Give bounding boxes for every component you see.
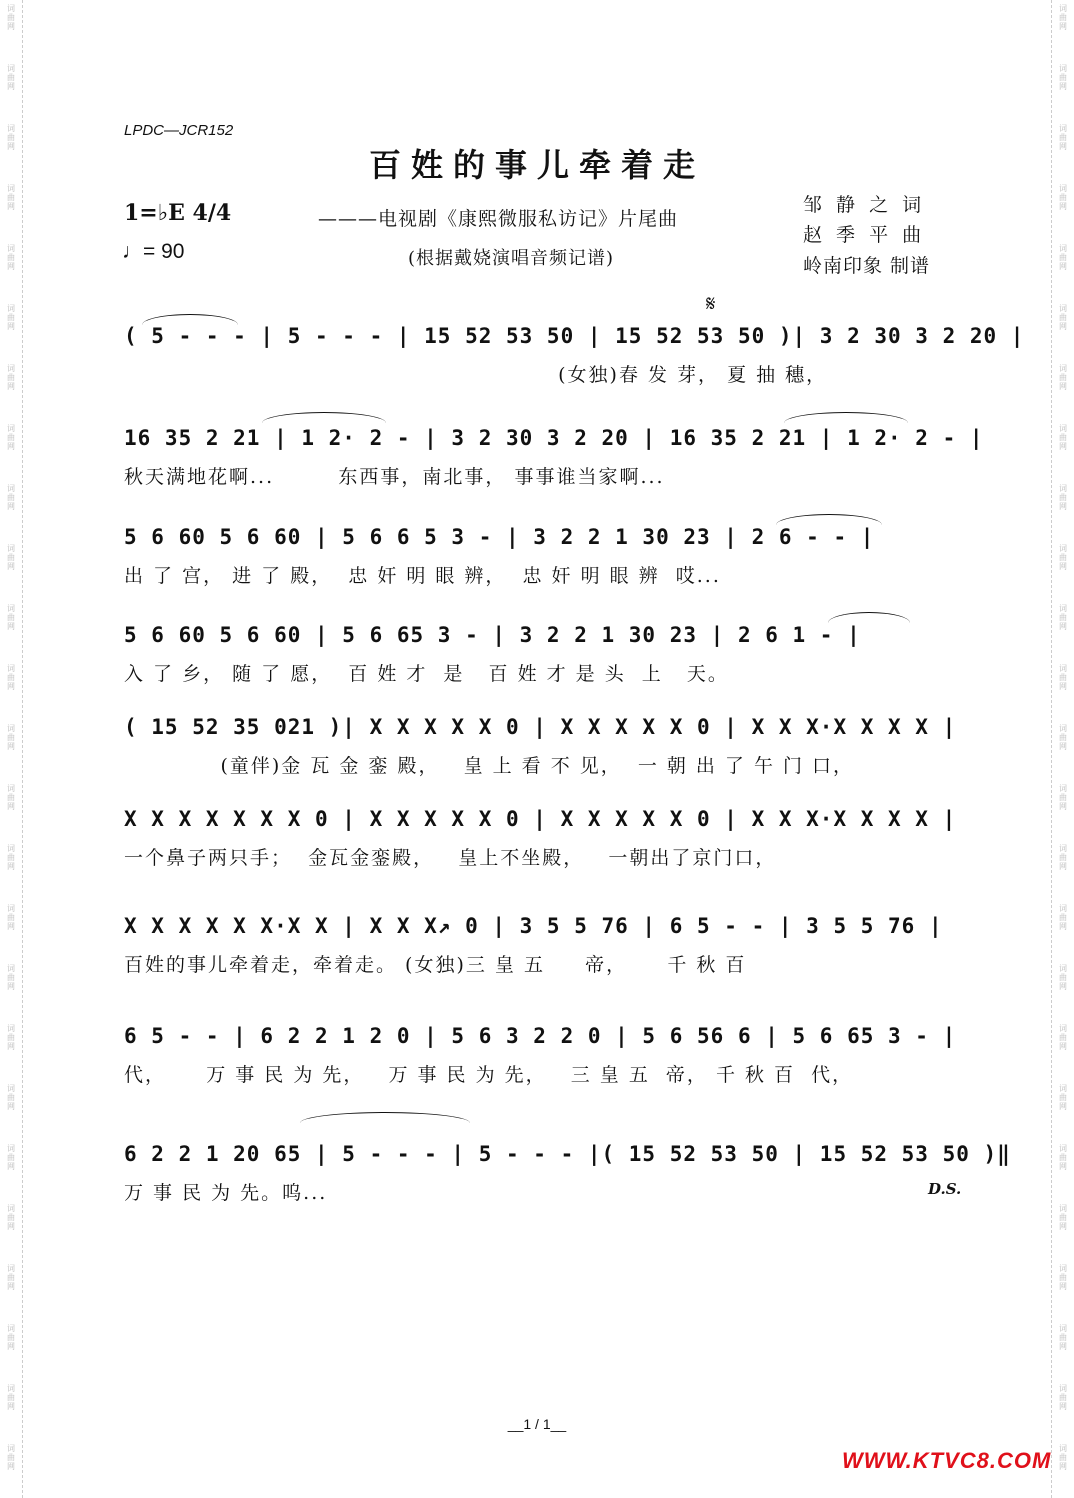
watermark-text: 词 曲 网 — [1059, 544, 1067, 571]
arranger-credit: 岭南印象 制谱 — [803, 255, 931, 277]
watermark-text: 词 曲 网 — [1059, 4, 1067, 31]
watermark-text: 词 曲 网 — [7, 64, 15, 91]
watermark-text: 词 曲 网 — [1059, 184, 1067, 211]
watermark-text: 词 曲 网 — [7, 904, 15, 931]
notation-line: 5 6 60 5 6 60 | 5 6 65 3 - | 3 2 2 1 30 23 | 2 6 1 - | — [124, 623, 861, 647]
watermark-text: 词 曲 网 — [1059, 304, 1067, 331]
song-subtitle: ———电视剧《康熙微服私访记》片尾曲 — [318, 208, 679, 230]
watermark-text: 词 曲 网 — [7, 304, 15, 331]
watermark-text: 词 曲 网 — [1059, 1024, 1067, 1051]
watermark-text: 词 曲 网 — [1059, 424, 1067, 451]
watermark-text: 词 曲 网 — [7, 1084, 15, 1111]
watermark-text: 词 曲 网 — [7, 244, 15, 271]
watermark-text: 词 曲 网 — [1059, 1324, 1067, 1351]
watermark-text: 词 曲 网 — [7, 1264, 15, 1291]
page-number: __1 / 1__ — [507, 1416, 567, 1432]
segno-sign: 𝄋 — [706, 292, 716, 317]
lyrics-line: 代， 万 事 民 为 先， 万 事 民 为 先， 三 皇 五 帝， 千 秋 百 代， — [124, 1064, 854, 1086]
notation-line: 6 5 - - | 6 2 2 1 2 0 | 5 6 3 2 2 0 | 5 6 56 6 | 5 6 65 3 - | — [124, 1024, 957, 1048]
watermark-text: 词 曲 网 — [1059, 904, 1067, 931]
watermark-text: 词 曲 网 — [1059, 244, 1067, 271]
watermark-text: 词 曲 网 — [7, 844, 15, 871]
notation-line: ( 15 52 35 021 )| X X X X X 0 | X X X X X 0 | X X X·X X X X | — [124, 715, 957, 739]
watermark-text: 词 曲 网 — [1059, 1144, 1067, 1171]
watermark-text: 词 曲 网 — [7, 364, 15, 391]
lyrics-line: 百姓的事儿牵着走，牵着走。 (女独)三 皇 五 帝， 千 秋 百 — [124, 954, 747, 976]
lyrics-line: (女独)春 发 芽， 夏 抽 穗， — [124, 364, 828, 386]
watermark-text: 词 曲 网 — [1059, 1204, 1067, 1231]
notation-line: 16 35 2 21 | 1 2· 2 - | 3 2 30 3 2 20 | 16 35 2 21 | 1 2· 2 - | — [124, 426, 984, 450]
score-code: LPDC—JCR152 — [124, 122, 234, 139]
watermark-text: 词 曲 网 — [1059, 664, 1067, 691]
watermark-text: 词 曲 网 — [1059, 1084, 1067, 1111]
lyrics-line: 万 事 民 为 先。呜... — [124, 1182, 328, 1204]
watermark-text: 词 曲 网 — [1059, 1384, 1067, 1411]
watermark-text: 词 曲 网 — [7, 784, 15, 811]
watermark-text: 词 曲 网 — [7, 1444, 15, 1471]
notation-line: X X X X X X X 0 | X X X X X 0 | X X X X X 0 | X X X·X X X X | — [124, 807, 957, 831]
watermark-text: 词 曲 网 — [1059, 784, 1067, 811]
watermark-text: 词 曲 网 — [1059, 604, 1067, 631]
lyrics-line: 秋天满地花啊... 东西事，南北事， 事事谁当家啊... — [124, 466, 665, 488]
watermark-text: 词 曲 网 — [7, 544, 15, 571]
watermark-text: 词 曲 网 — [1059, 724, 1067, 751]
watermark-text: 词 曲 网 — [1059, 1264, 1067, 1291]
lyrics-line: 出 了 宫， 进 了 殿， 忠 奸 明 眼 辨， 忠 奸 明 眼 辨 哎... — [124, 565, 721, 587]
watermark-text: 词 曲 网 — [7, 124, 15, 151]
dal-segno-mark: D.S. — [928, 1180, 962, 1198]
watermark-text: 词 曲 网 — [7, 184, 15, 211]
watermark-text: 词 曲 网 — [7, 664, 15, 691]
notation-line: ( 5 - - - | 5 - - - | 15 52 53 50 | 15 52 53 50 )| 3 2 30 3 2 20 | — [124, 324, 1025, 348]
transcription-note: (根据戴娆演唱音频记谱) — [408, 248, 615, 269]
watermark-text: 词 曲 网 — [7, 1384, 15, 1411]
watermark-text: 词 曲 网 — [1059, 964, 1067, 991]
watermark-text: 词 曲 网 — [1059, 484, 1067, 511]
watermark-text: 词 曲 网 — [7, 1024, 15, 1051]
composer-credit: 赵 季 平 曲 — [803, 224, 926, 246]
notation-line: 5 6 60 5 6 60 | 5 6 6 5 3 - | 3 2 2 1 30 23 | 2 6 - - | — [124, 525, 875, 549]
watermark-text: 词 曲 网 — [7, 724, 15, 751]
tie-arc — [828, 612, 910, 623]
watermark-text: 词 曲 网 — [7, 1324, 15, 1351]
notation-line: 6 2 2 1 20 65 | 5 - - - | 5 - - - |( 15 52 53 50 | 15 52 53 50 )‖ — [124, 1142, 1011, 1166]
watermark-text: 词 曲 网 — [7, 484, 15, 511]
tie-arc — [262, 412, 386, 423]
lyrics-line: (童伴)金 瓦 金 銮 殿， 皇 上 看 不 见， 一 朝 出 了 午 门 口， — [124, 755, 855, 777]
watermark-text: 词 曲 网 — [7, 1204, 15, 1231]
tie-arc — [142, 314, 238, 325]
key-signature: 1=♭E 4/4 — [124, 200, 232, 226]
watermark-text: 词 曲 网 — [1059, 364, 1067, 391]
watermark-text: 词 曲 网 — [1059, 124, 1067, 151]
watermark-text: 词 曲 网 — [7, 4, 15, 31]
tie-arc — [784, 412, 908, 423]
watermark-text: 词 曲 网 — [7, 1144, 15, 1171]
watermark-text: 词 曲 网 — [7, 424, 15, 451]
watermark-text: 词 曲 网 — [7, 604, 15, 631]
lyrics-line: 一个鼻子两只手； 金瓦金銮殿， 皇上不坐殿， 一朝出了京门口， — [124, 847, 777, 869]
watermark-text: 词 曲 网 — [1059, 1444, 1067, 1471]
song-title: 百姓的事儿牵着走 — [368, 146, 705, 184]
notation-line: X X X X X X·X X | X X X↗ 0 | 3 5 5 76 | 6 5 - - | 3 5 5 76 | — [124, 914, 943, 938]
tempo-mark: ♩= 90 — [122, 240, 185, 263]
watermark-text: 词 曲 网 — [1059, 64, 1067, 91]
lyricist-credit: 邹 静 之 词 — [803, 194, 926, 216]
tie-arc — [300, 1112, 470, 1123]
watermark-text: 词 曲 网 — [1059, 844, 1067, 871]
watermark-text: 词 曲 网 — [7, 964, 15, 991]
lyrics-line: 入 了 乡， 随 了 愿， 百 姓 才 是 百 姓 才 是 头 上 天。 — [124, 663, 729, 685]
tie-arc — [776, 514, 882, 525]
site-watermark: WWW.KTVC8.COM — [842, 1448, 1052, 1473]
